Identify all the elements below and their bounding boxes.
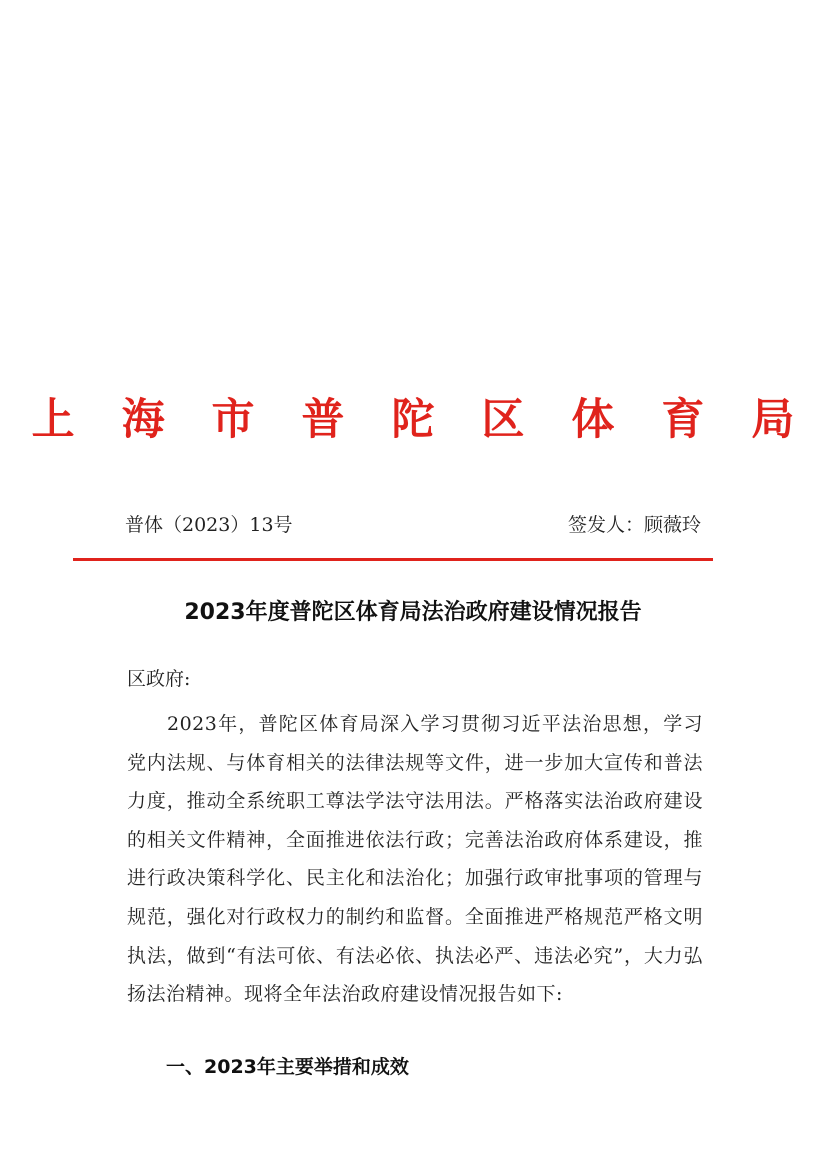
- document-signer: 签发人：顾薇玲: [567, 514, 701, 536]
- document-title: 2023年度普陀区体育局法治政府建设情况报告: [184, 600, 642, 625]
- body-paragraph: 2023年，普陀区体育局深入学习贯彻习近平法治思想，学习党内法规、与体育相关的法律法规等文件，进一步加大宣传和普法力度，推动全系统职工尊法学法守法用法。严格落实法治政府建设的相关文件精神，全面推进依法行政；完善法治政府体系建设，推进行政决策科学化、民主化和法治化；加强行政审批事项的管理与规范，强化对行政权力的制约和监督。全面推进严格规范严格文明执法，做到“有法可依、有法必依、执法必严、违法必究”，大力弘扬法治精神。现将全年法治政府建设情况报告如下:: [127, 713, 703, 1006]
- document-number: 普体（2023）13号: [125, 514, 293, 536]
- red-divider-line: [73, 558, 713, 561]
- section-heading: 一、2023年主要举措和成效: [166, 1056, 409, 1078]
- document-meta-row: [125, 510, 701, 540]
- salutation: 区政府:: [127, 668, 191, 690]
- issuing-agency-header: 上 海 市 普 陀 区 体 育 局: [31, 395, 811, 445]
